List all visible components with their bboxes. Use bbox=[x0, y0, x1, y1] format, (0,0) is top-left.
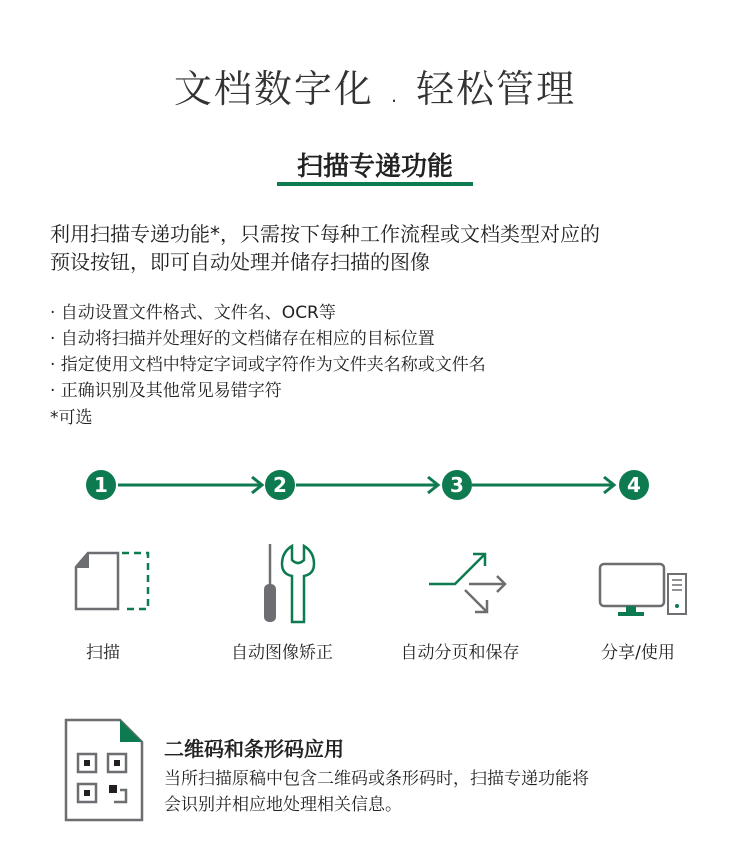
qr-document-icon bbox=[62, 716, 146, 826]
optional-note: *可选 bbox=[50, 408, 93, 428]
step-3-label: 自动分页和保存 bbox=[400, 643, 520, 663]
intro-text bbox=[50, 220, 710, 276]
feature-bullet-list bbox=[50, 300, 710, 404]
barcode-feature-description bbox=[164, 766, 704, 818]
scan-document-icon bbox=[70, 545, 160, 615]
split-arrows-icon bbox=[425, 548, 515, 618]
feature-desc-line-1: 当所扫描原稿中包含二维码或条形码时，扫描专递功能将 bbox=[164, 769, 589, 789]
step-4-label: 分享/使用 bbox=[601, 643, 675, 663]
bullet-item: · 指定使用文档中特定字词或字符作为文件夹名称或文件名 bbox=[50, 355, 486, 375]
step-2-badge: 2 bbox=[265, 470, 295, 500]
page-title: 文档数字化 . 轻松管理 bbox=[173, 67, 577, 111]
barcode-feature-title: 二维码和条形码应用 bbox=[164, 737, 344, 761]
title-underline bbox=[277, 182, 473, 186]
section-title: 扫描专递功能 bbox=[296, 152, 453, 182]
bullet-item: · 自动设置文件格式、文件名、OCR等 bbox=[50, 303, 336, 323]
intro-line-2: 预设按钮，即可自动处理并储存扫描的图像 bbox=[50, 250, 430, 274]
step-4-badge: 4 bbox=[619, 470, 649, 500]
feature-desc-line-2: 会识别并相应地处理相关信息。 bbox=[164, 795, 402, 815]
step-1-label: 扫描 bbox=[86, 643, 120, 663]
step-1-badge: 1 bbox=[86, 470, 116, 500]
bullet-item: · 正确识别及其他常见易错字符 bbox=[50, 381, 282, 401]
screwdriver-wrench-icon bbox=[248, 540, 318, 630]
desktop-computer-icon bbox=[596, 560, 696, 620]
step-2-label: 自动图像矫正 bbox=[231, 643, 333, 663]
bullet-item: · 自动将扫描并处理好的文档储存在相应的目标位置 bbox=[50, 329, 435, 349]
step-3-badge: 3 bbox=[442, 470, 472, 500]
intro-line-1: 利用扫描专递功能*，只需按下每种工作流程或文档类型对应的 bbox=[50, 222, 600, 246]
